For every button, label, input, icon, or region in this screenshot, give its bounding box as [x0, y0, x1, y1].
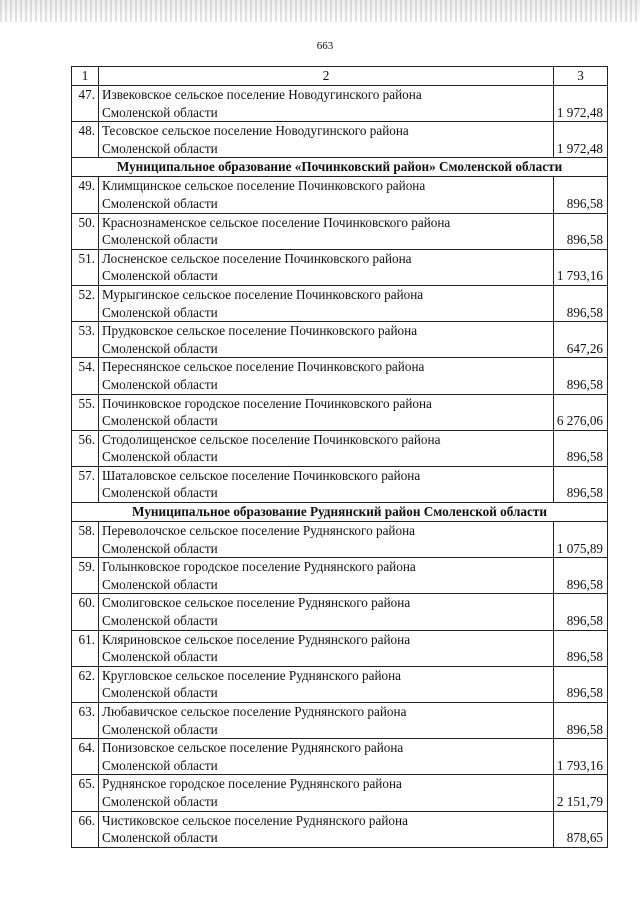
amount-value: 896,58 [554, 213, 608, 249]
amount-value: 896,58 [554, 358, 608, 394]
amount-value: 647,26 [554, 322, 608, 358]
settlement-region-line: Смоленской области [102, 340, 218, 356]
row-number: 56. [72, 430, 99, 466]
settlement-region-line: Смоленской области [102, 413, 218, 429]
settlement-region-line: Смоленской области [102, 685, 218, 701]
settlement-region-line: Смоленской области [102, 232, 218, 248]
row-number: 54. [72, 358, 99, 394]
settlement-name-cell [99, 811, 554, 847]
settlement-name-cell [99, 249, 554, 285]
table-row [72, 811, 608, 847]
amount-value: 6 276,06 [554, 394, 608, 430]
table-row [72, 86, 608, 122]
settlement-region-line: Смоленской области [102, 576, 218, 592]
table-row [72, 466, 608, 502]
table-row [72, 666, 608, 702]
table-row [72, 703, 608, 739]
table-row [72, 249, 608, 285]
amount-value: 896,58 [554, 430, 608, 466]
table-row [72, 122, 608, 158]
table-header-row [72, 67, 608, 86]
row-number: 51. [72, 249, 99, 285]
amount-value: 896,58 [554, 466, 608, 502]
settlement-region-line: Смоленской области [102, 195, 218, 211]
row-number: 55. [72, 394, 99, 430]
settlement-name-line: Починковское городское поселение Починковского района [102, 395, 432, 411]
settlement-region-line: Смоленской области [102, 830, 218, 846]
amount-value: 1 793,16 [554, 249, 608, 285]
table-body [72, 67, 608, 848]
amount-value: 2 151,79 [554, 775, 608, 811]
row-number: 57. [72, 466, 99, 502]
row-number: 65. [72, 775, 99, 811]
row-number: 48. [72, 122, 99, 158]
row-number: 59. [72, 558, 99, 594]
table-row [72, 630, 608, 666]
column-header-2: 2 [99, 67, 554, 86]
row-number: 64. [72, 739, 99, 775]
table-row [72, 739, 608, 775]
amount-value: 896,58 [554, 594, 608, 630]
row-number: 50. [72, 213, 99, 249]
settlement-name-line: Любавичское сельское поселение Руднянского района [102, 704, 407, 719]
settlement-name-line: Переснянское сельское поселение Починковского района [102, 359, 425, 375]
row-number: 58. [72, 522, 99, 558]
settlement-name-cell [99, 122, 554, 158]
settlement-region-line: Смоленской области [102, 304, 218, 320]
table-row [72, 522, 608, 558]
row-number: 60. [72, 594, 99, 630]
allocation-table [71, 66, 608, 848]
settlement-region-line: Смоленской области [102, 104, 218, 120]
amount-value: 896,58 [554, 177, 608, 213]
table-row [72, 594, 608, 630]
row-number: 49. [72, 177, 99, 213]
row-number: 63. [72, 703, 99, 739]
settlement-name-cell [99, 213, 554, 249]
settlement-name-line: Понизовское сельское поселение Руднянского района [102, 740, 404, 756]
section-title: Муниципальное образование «Починковский район» Смоленской области [72, 158, 608, 177]
table-row [72, 322, 608, 358]
settlement-name-cell [99, 666, 554, 702]
settlement-region-line: Смоленской области [102, 268, 218, 284]
settlement-name-cell [99, 466, 554, 502]
settlement-name-line: Краснознаменское сельское поселение Починковского района [102, 214, 451, 230]
table-row [72, 394, 608, 430]
settlement-name-line: Кругловское сельское поселение Руднянского района [102, 667, 402, 683]
settlement-name-line: Тесовское сельское поселение Новодугинского района [102, 123, 409, 139]
amount-value: 1 972,48 [554, 122, 608, 158]
table-row [72, 430, 608, 466]
settlement-name-line: Кляриновское сельское поселение Руднянского района [102, 631, 411, 647]
settlement-name-cell [99, 630, 554, 666]
table-row [72, 558, 608, 594]
settlement-name-cell [99, 177, 554, 213]
settlement-name-cell [99, 430, 554, 466]
settlement-name-line: Шаталовское сельское поселение Починковского района [102, 467, 421, 483]
settlement-name-line: Переволочское сельское поселение Руднянского района [102, 523, 415, 539]
settlement-name-cell [99, 358, 554, 394]
settlement-name-line: Стодолищенское сельское поселение Починковского района [102, 431, 441, 447]
table-row [72, 213, 608, 249]
table-row [72, 358, 608, 394]
section-header-row [72, 503, 608, 522]
settlement-name-line: Голынковское городское поселение Руднянского района [102, 559, 416, 575]
amount-value: 878,65 [554, 811, 608, 847]
column-header-1: 1 [72, 67, 99, 86]
settlement-name-line: Лосненское сельское поселение Починковского района [102, 250, 412, 266]
row-number: 52. [72, 285, 99, 321]
table-row [72, 285, 608, 321]
section-header-row [72, 158, 608, 177]
settlement-name-cell [99, 775, 554, 811]
amount-value: 1 793,16 [554, 739, 608, 775]
table-row [72, 177, 608, 213]
settlement-name-cell [99, 285, 554, 321]
settlement-name-cell [99, 739, 554, 775]
settlement-name-cell [99, 558, 554, 594]
settlement-name-cell [99, 522, 554, 558]
table-row [72, 775, 608, 811]
settlement-name-line: Чистиковское сельское поселение Руднянского района [102, 812, 408, 828]
section-title: Муниципальное образование Руднянский район Смоленской области [72, 503, 608, 522]
row-number: 66. [72, 811, 99, 847]
settlement-region-line: Смоленской области [102, 649, 218, 665]
row-number: 47. [72, 86, 99, 122]
settlement-name-cell [99, 703, 554, 739]
settlement-region-line: Смоленской области [102, 540, 218, 556]
amount-value: 896,58 [554, 703, 608, 739]
column-header-3: 3 [554, 67, 608, 86]
page-number: 663 [316, 40, 334, 52]
settlement-name-line: Руднянское городское поселение Руднянского района [102, 776, 402, 792]
settlement-name-line: Прудковское сельское поселение Починковского района [102, 323, 418, 339]
row-number: 61. [72, 630, 99, 666]
amount-value: 896,58 [554, 285, 608, 321]
settlement-name-cell [99, 394, 554, 430]
amount-value: 896,58 [554, 666, 608, 702]
settlement-name-line: Климщинское сельское поселение Починковского района [102, 178, 426, 194]
scan-artifact-band [0, 0, 640, 22]
settlement-region-line: Смоленской области [102, 485, 218, 501]
settlement-region-line: Смоленской области [102, 757, 218, 773]
settlement-name-line: Мурыгинское сельское поселение Починковского района [102, 286, 424, 302]
settlement-region-line: Смоленской области [102, 449, 218, 465]
settlement-name-cell [99, 322, 554, 358]
row-number: 53. [72, 322, 99, 358]
settlement-region-line: Смоленской области [102, 140, 218, 156]
amount-value: 1 075,89 [554, 522, 608, 558]
amount-value: 896,58 [554, 558, 608, 594]
settlement-region-line: Смоленской области [102, 793, 218, 809]
row-number: 62. [72, 666, 99, 702]
amount-value: 1 972,48 [554, 86, 608, 122]
amount-value: 896,58 [554, 630, 608, 666]
settlement-name-line: Смолиговское сельское поселение Руднянского района [102, 595, 411, 611]
settlement-name-line: Извековское сельское поселение Новодугинского района [102, 87, 422, 102]
settlement-name-cell [99, 594, 554, 630]
settlement-region-line: Смоленской области [102, 721, 218, 737]
settlement-region-line: Смоленской области [102, 376, 218, 392]
settlement-region-line: Смоленской области [102, 613, 218, 629]
settlement-name-cell [99, 86, 554, 122]
